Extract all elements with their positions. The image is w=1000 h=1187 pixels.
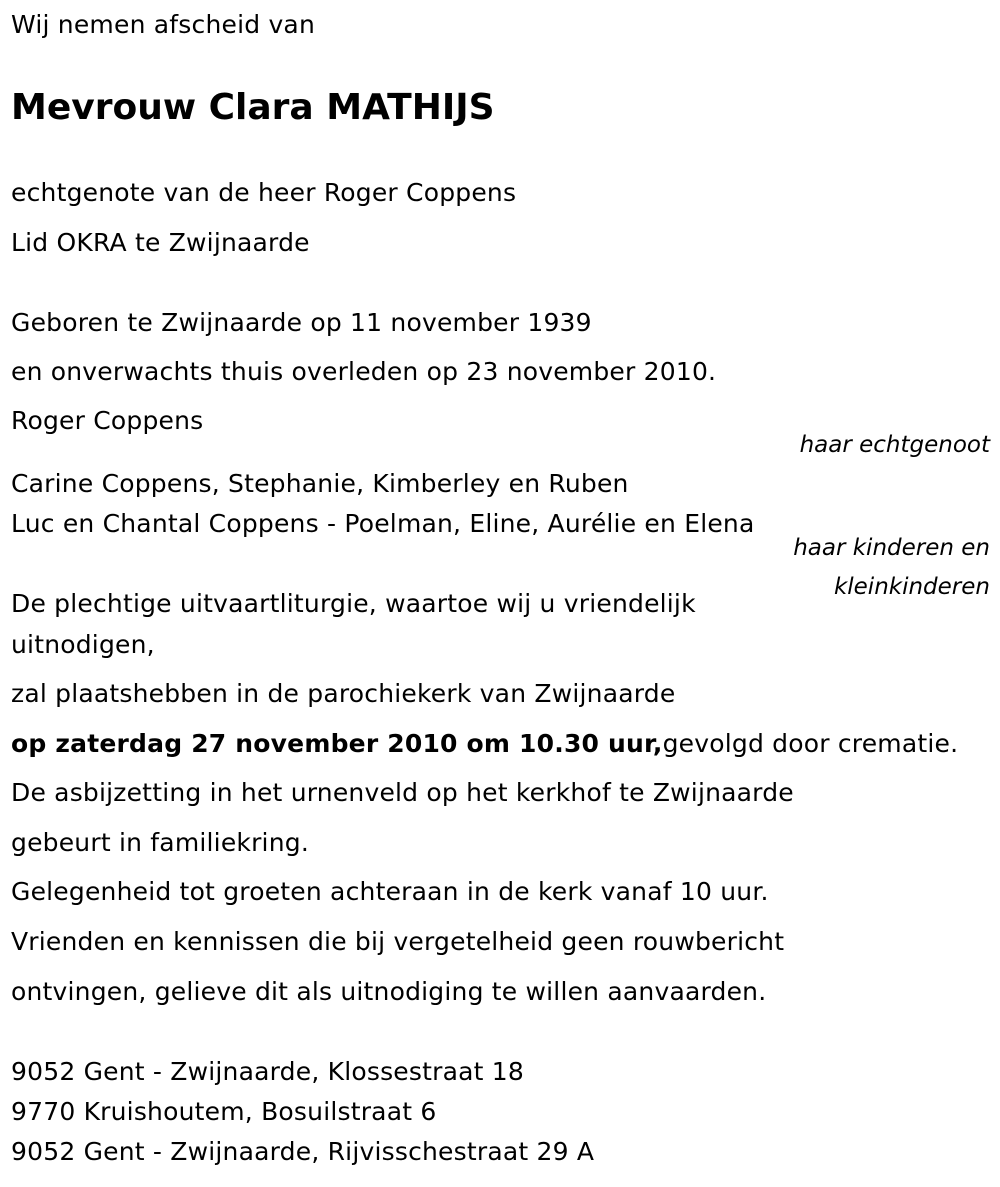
spouse-line: echtgenote van de heer Roger Coppens: [11, 178, 517, 207]
children-line-1: Carine Coppens, Stephanie, Kimberley en Ruben: [11, 469, 629, 498]
funeral-line-2: uitnodigen,: [11, 630, 155, 659]
funeral-date-rest: gevolgd door crematie.: [662, 729, 959, 758]
funeral-line-7: Gelegenheid tot groeten achteraan in de kerk vanaf 10 uur.: [11, 877, 769, 906]
intro-text: Wij nemen afscheid van: [11, 10, 315, 39]
funeral-line-8: Vrienden en kennissen die bij vergetelheid geen rouwbericht: [11, 927, 785, 956]
spouse-role: haar echtgenoot: [799, 432, 990, 458]
address-line-1: 9052 Gent - Zwijnaarde, Klossestraat 18: [11, 1057, 524, 1086]
funeral-date-bold: op zaterdag 27 november 2010 om 10.30 uur,: [11, 729, 663, 758]
funeral-line-3: zal plaatshebben in de parochiekerk van Zwijnaarde: [11, 679, 676, 708]
address-line-2: 9770 Kruishoutem, Bosuilstraat 6: [11, 1097, 437, 1126]
funeral-date-line: [11, 729, 958, 759]
funeral-line-5: De asbijzetting in het urnenveld op het kerkhof te Zwijnaarde: [11, 778, 794, 807]
member-line: Lid OKRA te Zwijnaarde: [11, 228, 310, 257]
address-line-3: 9052 Gent - Zwijnaarde, Rijvisschestraat 29 A: [11, 1137, 595, 1166]
spouse-name: Roger Coppens: [11, 406, 204, 435]
deceased-name: Mevrouw Clara MATHIJS: [11, 87, 495, 128]
funeral-line-6: gebeurt in familiekring.: [11, 828, 309, 857]
funeral-line-9: ontvingen, gelieve dit als uitnodiging te willen aanvaarden.: [11, 977, 767, 1006]
children-role-2: kleinkinderen: [833, 574, 990, 600]
children-line-2: Luc en Chantal Coppens - Poelman, Eline, Aurélie en Elena: [11, 509, 755, 538]
died-line: en onverwachts thuis overleden op 23 november 2010.: [11, 357, 717, 386]
children-role-1: haar kinderen en: [793, 535, 990, 561]
born-line: Geboren te Zwijnaarde op 11 november 1939: [11, 308, 592, 337]
funeral-line-1: De plechtige uitvaartliturgie, waartoe wij u vriendelijk: [11, 589, 696, 618]
